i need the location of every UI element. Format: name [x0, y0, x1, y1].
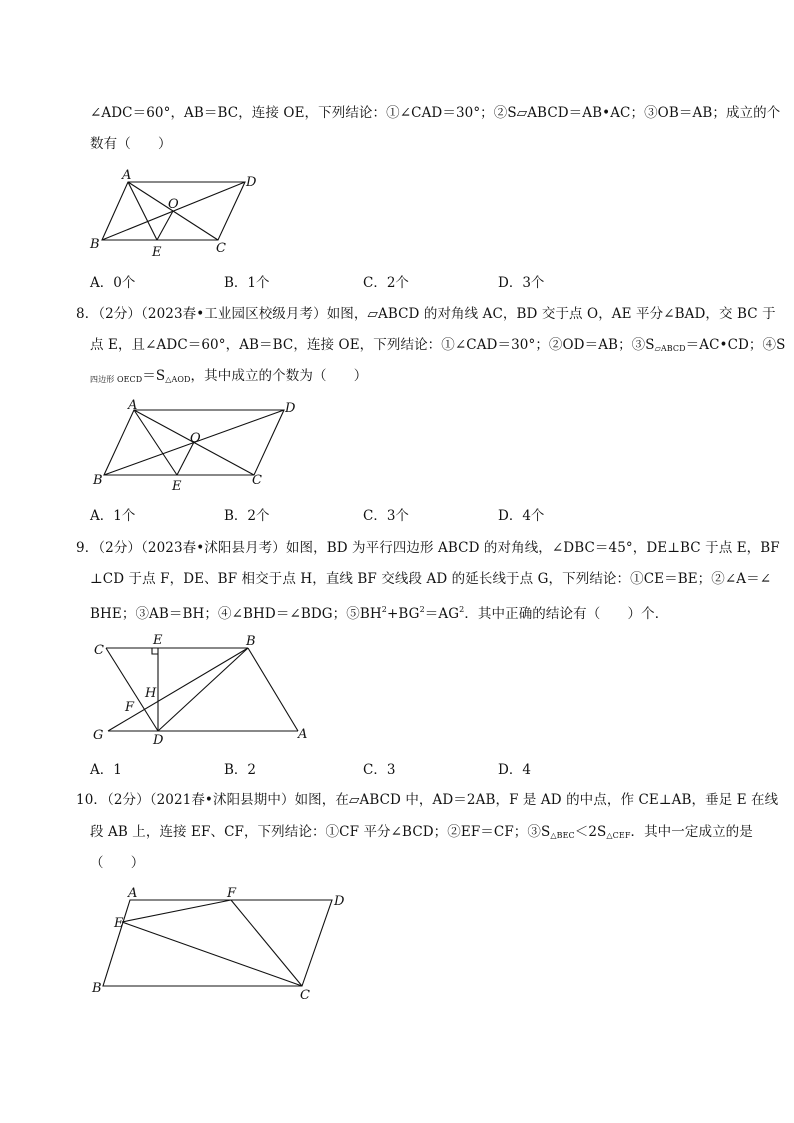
q7-options: [90, 273, 730, 293]
q9-line3-sup3: 2: [459, 605, 465, 614]
q9-label-h: H: [145, 686, 157, 701]
q7-text-line2: 数有（ ）: [90, 136, 172, 152]
q8-option-d[interactable]: D．4个: [498, 508, 545, 524]
q9-text-line3: [90, 600, 730, 624]
q7-text-line1: ∠ADC＝60°，AB＝BC，连接 OE，下列结论：①∠CAD＝30°；②S▱ABCD＝AB•AC；③OB＝AB；成立的个: [90, 105, 781, 121]
q8-label-d: D: [285, 401, 296, 416]
q8-label-e: E: [172, 479, 182, 493]
q9-diagonal-bd: [158, 648, 248, 731]
q10-label-d: D: [334, 894, 345, 909]
q9-text-line1: 9．（2分）（2023春•沭阳县月考）如图，BD 为平行四边形 ABCD 的对角线，∠DBC＝45°，DE⊥BC 于点 E，BF: [76, 540, 780, 556]
q10-label-f: F: [227, 886, 237, 901]
q9-line3-sup2: 2: [419, 605, 425, 614]
q8-segment-oe: [177, 442, 194, 475]
q10-label-a: A: [128, 886, 138, 901]
q7-option-a[interactable]: A．0个: [90, 275, 136, 291]
q8-option-c[interactable]: C．3个: [363, 508, 409, 524]
q10-segment-ef: [122, 900, 231, 922]
q7-option-c[interactable]: C．2个: [363, 275, 409, 291]
q9-line3-sup1: 2: [381, 605, 387, 614]
q7-option-d[interactable]: D．3个: [498, 275, 545, 291]
q9-text-line2: ⊥CD 于点 F，DE、BF 相交于点 H，直线 BF 交线段 AD 的延长线于点 G，下列结论：①CE＝BE；②∠A＝∠: [90, 571, 772, 587]
q9-options: [90, 760, 730, 780]
q8-segment-ae: [134, 410, 177, 475]
q7-figure: [85, 168, 275, 260]
q7-option-b[interactable]: B．1个: [224, 275, 270, 291]
q10-text-line2: [90, 822, 753, 846]
q7-label-b: B: [90, 237, 100, 252]
q9-label-c: C: [94, 643, 104, 658]
q10-line2-subscript2: △CEF: [606, 831, 631, 840]
q8-label-c: C: [252, 473, 262, 488]
q8-option-a[interactable]: A．1个: [90, 508, 136, 524]
q10-figure: [88, 885, 353, 1003]
q7-label-a: A: [122, 168, 132, 183]
q7-label-c: C: [216, 241, 226, 256]
q8-label-b: B: [93, 473, 103, 488]
q10-line2-part-a: 段 AB 上，连接 EF、CF，下列结论：①CF 平分∠BCD；②EF＝CF；③S: [90, 824, 551, 840]
q10-line2-part-b: ＜2S: [574, 824, 607, 840]
q8-text-line3: [90, 366, 730, 390]
q9-side-ba: [248, 648, 298, 731]
q8-figure: [88, 398, 313, 493]
q9-label-d: D: [153, 733, 164, 748]
q8-line3-part-c: ，其中成立的个数为（ ）: [190, 368, 368, 384]
q7-label-d: D: [246, 175, 257, 190]
q10-line2-part-c: ．其中一定成立的是: [630, 824, 753, 840]
q10-parallelogram: [103, 900, 332, 986]
q8-text-line1: 8．（2分）（2023春•工业园区校级月考）如图，▱ABCD 的对角线 AC，BD 交于点 O，AE 平分∠BAD，交 BC 于: [76, 306, 776, 322]
q8-text-line2: [90, 335, 786, 359]
q8-line2-subscript: ▱ABCD: [654, 344, 686, 353]
q7-label-o: O: [168, 197, 179, 212]
q9-line3-part-a: BHE；③AB＝BH；④∠BHD＝∠BDG；⑤BH: [90, 606, 382, 622]
q10-label-e: E: [114, 916, 124, 931]
q8-line2-part-a: 点 E，且∠ADC＝60°，AB＝BC，连接 OE，下列结论：①∠CAD＝30°；②OD＝AB；③S: [90, 337, 655, 353]
q10-label-c: C: [300, 988, 310, 1003]
q8-label-o: O: [190, 431, 201, 446]
q8-line3-part-b: ＝S: [142, 368, 166, 384]
q9-option-a[interactable]: A．1: [90, 762, 122, 778]
q8-option-b[interactable]: B．2个: [224, 508, 270, 524]
q8-line3-subscript: 四边形 OECD: [90, 375, 143, 384]
q9-right-angle-mark: [152, 648, 158, 654]
q9-label-f: F: [125, 700, 135, 715]
q9-figure: [88, 630, 318, 748]
q10-text-line3: （ ）: [90, 855, 145, 871]
q7-segment-oe: [157, 211, 173, 240]
q9-option-c[interactable]: C．3: [363, 762, 396, 778]
q8-line2-part-b: ＝AC•CD；④S: [685, 337, 786, 353]
q8-line3-subscript2: △AOD: [165, 375, 191, 384]
q9-label-e: E: [153, 633, 163, 648]
q9-line-bg: [108, 648, 248, 731]
q10-line2-subscript1: △BEC: [550, 831, 575, 840]
q9-line3-part-d: ．其中正确的结论有（ ）个．: [464, 606, 669, 622]
q9-label-b: B: [246, 634, 256, 649]
q9-option-d[interactable]: D．4: [498, 762, 531, 778]
q9-label-g: G: [93, 728, 104, 743]
q10-label-b: B: [92, 981, 102, 996]
q7-label-e: E: [152, 245, 162, 260]
q8-label-a: A: [128, 398, 138, 413]
q9-line3-part-b: +BG: [386, 606, 420, 622]
q9-label-a: A: [298, 727, 308, 742]
q8-options: [90, 506, 730, 526]
q10-text-line1: 10．（2分）（2021春•沭阳县期中）如图，在▱ABCD 中，AD＝2AB，F 是 AD 的中点，作 CE⊥AB，垂足 E 在线: [76, 792, 779, 808]
q9-option-b[interactable]: B．2: [224, 762, 257, 778]
q9-line3-part-c: ＝AG: [424, 606, 460, 622]
